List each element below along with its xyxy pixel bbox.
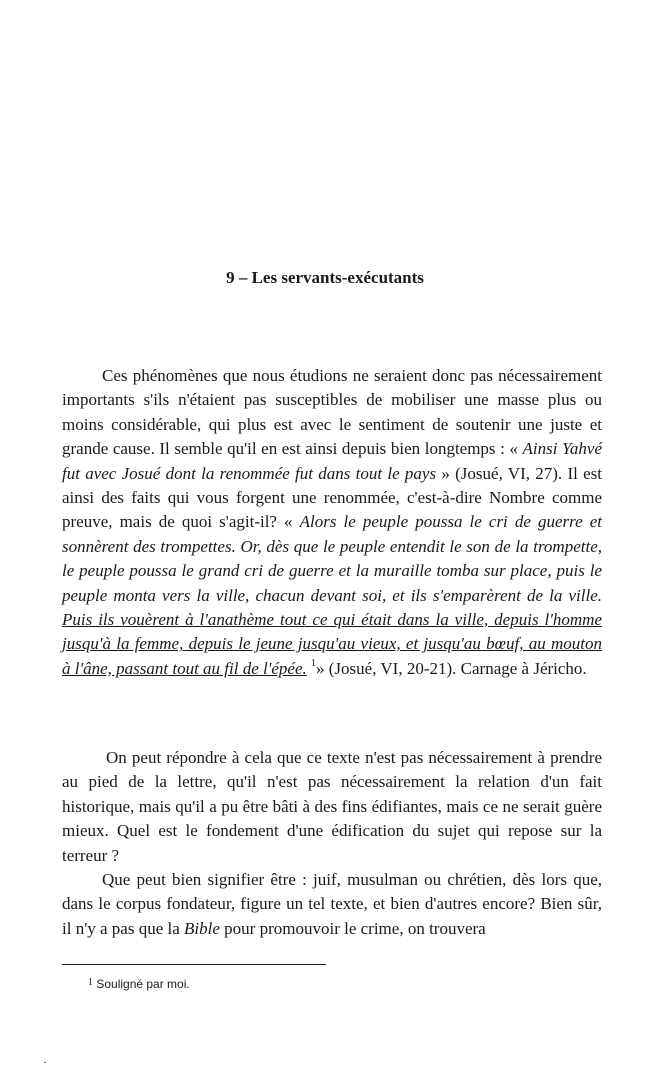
footnote-separator xyxy=(62,964,326,965)
scan-speck xyxy=(44,1062,46,1063)
p1-quote-1: Ainsi Yahvé fut avec Josué dont la renommée fut dans tout le pays xyxy=(62,439,603,483)
p2-text: On peut répondre à cela que ce texte n'est pas nécessairement à prendre au pied de la lettre, qu'il n'est pas nécessairement la relation d'un fait historique, mais qu'il a pu être bâti à des fins édifiantes, mais ce ne serait guère mieux. Quel est le fondement d'une édification du sujet qui repose sur la terreur ? xyxy=(62,748,602,865)
p1-quote-2: Alors le peuple poussa le cri de guerre et sonnèrent des trompettes. Or, dès que le peuple entendit le son de la trompette, le peuple poussa le grand cri de guerre et la muraille tomba sur place, puis le peuple monta vers la ville, chacun devant soi, et ils s'emparèrent de la ville. xyxy=(62,512,602,605)
p1-quote-underlined: Puis ils vouèrent à l'anathème tout ce qui était dans la ville, depuis l'homme jusqu'à la femme, depuis le jeune jusqu'au vieux, et jusqu'au bœuf, au mouton à l'âne, passant tout au fil de l'épée. xyxy=(62,610,602,678)
p3-italic-bible: Bible xyxy=(184,918,220,938)
p1-text-c: » (Josué, VI, 20-21). Carnage à Jéricho. xyxy=(316,658,587,678)
footnote xyxy=(88,977,190,991)
paragraph-3 xyxy=(62,868,602,941)
chapter-title: 9 – Les servants-exécutants xyxy=(226,268,424,287)
footnote-text: Souligné par moi. xyxy=(96,977,190,991)
p3-text-a: Que peut bien signifier être : juif, musulman ou chrétien, dès lors que, dans le corpus fondateur, figure un tel texte, et bien d'autres encore? Bien sûr, il n'y a pas que la xyxy=(62,870,602,938)
footnote-number: 1 xyxy=(88,977,93,988)
p1-text-a: Ces phénomènes que nous étudions ne seraient donc pas nécessairement importants s'ils n'étaient pas susceptibles de mobiliser une masse plus ou moins considérable, qui plus est avec le sentiment de soutenir une juste et grande cause. Il semble qu'il en est ainsi depuis bien longtemps : « xyxy=(62,366,602,459)
paragraph-1 xyxy=(62,364,602,681)
paragraph-2 xyxy=(62,746,602,868)
p3-text-b: pour promouvoir le crime, on trouvera xyxy=(219,918,486,938)
footnote-reference: 1 xyxy=(311,657,317,669)
p1-text-b: » (Josué, VI, 27). Il est ainsi des faits qui vous forgent une renommée, c'est-à-dire Nombre comme preuve, mais de quoi s'agit-il? « xyxy=(62,463,602,532)
